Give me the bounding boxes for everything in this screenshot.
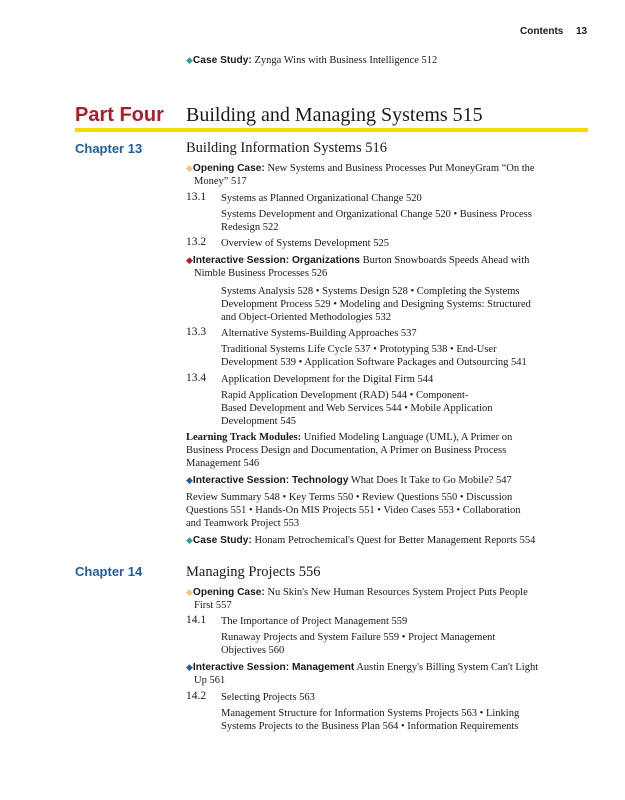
learning-track-text-cont: Business Process Design and Documentation, A Primer on Business Process — [186, 445, 507, 456]
learning-track-text: Unified Modeling Language (UML), A Primer on — [303, 432, 513, 443]
case-study-entry — [186, 54, 437, 68]
interactive-session-label: Interactive Session: Organizations — [192, 255, 360, 266]
chapter-13-title: Building Information Systems 516 — [186, 140, 387, 156]
running-header-label: Contents — [520, 26, 564, 37]
subsection-line: Objectives 560 — [221, 645, 285, 656]
subsection-line: Development 539 • Application Software Packages and Outsourcing 541 — [221, 357, 527, 368]
learning-track-label: Learning Track Modules: — [186, 432, 302, 443]
section-title: Systems as Planned Organizational Change 520 — [221, 193, 422, 204]
red-diamond-icon: ◆ — [186, 256, 193, 266]
subsection-line: Rapid Application Development (RAD) 544 • Component- — [221, 390, 469, 401]
interactive-session-text: Burton Snowboards Speeds Ahead with — [362, 255, 530, 266]
interactive-session-text: What Does It Take to Go Mobile? 547 — [350, 475, 512, 486]
opening-case-entry — [186, 586, 528, 600]
section-title: Overview of Systems Development 525 — [221, 238, 389, 249]
subsection-line: Redesign 522 — [221, 222, 279, 233]
interactive-session-label: Interactive Session: Management — [192, 662, 355, 673]
subsection-line: Development Process 529 • Modeling and Designing Systems: Structured — [221, 299, 531, 310]
interactive-session-entry — [186, 254, 529, 268]
blue-diamond-icon: ◆ — [186, 663, 193, 673]
subsection-line: Development 545 — [221, 416, 296, 427]
blue-diamond-icon: ◆ — [186, 476, 193, 486]
chapter-14-label: Chapter 14 — [75, 564, 143, 579]
opening-case-text: Nu Skin's New Human Resources System Project Puts People — [267, 587, 528, 598]
subsection-line: Management Structure for Information Systems Projects 563 • Linking — [221, 708, 520, 719]
interactive-session-entry — [186, 474, 512, 488]
subsection-line: Systems Development and Organizational Change 520 • Business Process — [221, 209, 532, 220]
orange-diamond-icon: ◆ — [186, 588, 193, 598]
section-number: 13.1 — [186, 191, 207, 203]
opening-case-label: Opening Case: — [192, 587, 265, 598]
section-title: Application Development for the Digital Firm 544 — [221, 374, 434, 385]
review-line: Questions 551 • Hands-On MIS Projects 551 • Video Cases 553 • Collaboration — [186, 505, 521, 516]
case-study-label: Case Study: — [192, 535, 252, 546]
case-study-label: Case Study: — [192, 55, 252, 66]
learning-track-text-cont: Management 546 — [186, 458, 260, 469]
opening-case-text-cont: First 557 — [194, 600, 232, 611]
teal-diamond-icon: ◆ — [186, 536, 193, 546]
opening-case-label: Opening Case: — [192, 163, 265, 174]
subsection-line: Traditional Systems Life Cycle 537 • Prototyping 538 • End-User — [221, 344, 497, 355]
section-number: 14.1 — [186, 614, 207, 626]
interactive-session-label: Interactive Session: Technology — [192, 475, 349, 486]
section-title: Alternative Systems-Building Approaches 537 — [221, 328, 417, 339]
subsection-line: Based Development and Web Services 544 • Mobile Application — [221, 403, 493, 414]
section-title: Selecting Projects 563 — [221, 692, 315, 703]
part-title: Building and Managing Systems 515 — [186, 104, 483, 126]
learning-track-entry — [186, 431, 512, 444]
review-line: and Teamwork Project 553 — [186, 518, 300, 529]
section-number: 13.4 — [186, 372, 207, 384]
opening-case-entry — [186, 162, 535, 176]
interactive-session-text-cont: Nimble Business Processes 526 — [194, 268, 328, 279]
opening-case-text-cont: Money” 517 — [194, 176, 247, 187]
case-study-text: Honam Petrochemical's Quest for Better Management Reports 554 — [254, 535, 536, 546]
interactive-session-text: Austin Energy's Billing System Can't Light — [356, 662, 539, 673]
subsection-line: and Object-Oriented Methodologies 532 — [221, 312, 391, 323]
section-number: 13.3 — [186, 326, 207, 338]
subsection-line: Runaway Projects and System Failure 559 • Project Management — [221, 632, 496, 643]
chapter-14-title: Managing Projects 556 — [186, 564, 321, 580]
part-divider — [75, 128, 588, 132]
page-number: 13 — [576, 26, 588, 37]
case-study-text: Zynga Wins with Business Intelligence 512 — [254, 55, 438, 66]
teal-diamond-icon: ◆ — [186, 56, 193, 66]
section-title: The Importance of Project Management 559 — [221, 616, 408, 627]
section-number: 13.2 — [186, 236, 207, 248]
review-line: Review Summary 548 • Key Terms 550 • Review Questions 550 • Discussion — [186, 492, 513, 503]
orange-diamond-icon: ◆ — [186, 164, 193, 174]
case-study-entry — [186, 534, 535, 548]
interactive-session-text-cont: Up 561 — [194, 675, 226, 686]
opening-case-text: New Systems and Business Processes Put MoneyGram “On the — [267, 163, 535, 174]
section-number: 14.2 — [186, 690, 207, 702]
chapter-13-label: Chapter 13 — [75, 141, 143, 156]
part-label: Part Four — [75, 104, 164, 126]
subsection-line: Systems Analysis 528 • Systems Design 528 • Completing the Systems — [221, 286, 520, 297]
subsection-line: Systems Projects to the Business Plan 564 • Information Requirements — [221, 721, 519, 732]
interactive-session-entry — [186, 661, 538, 675]
